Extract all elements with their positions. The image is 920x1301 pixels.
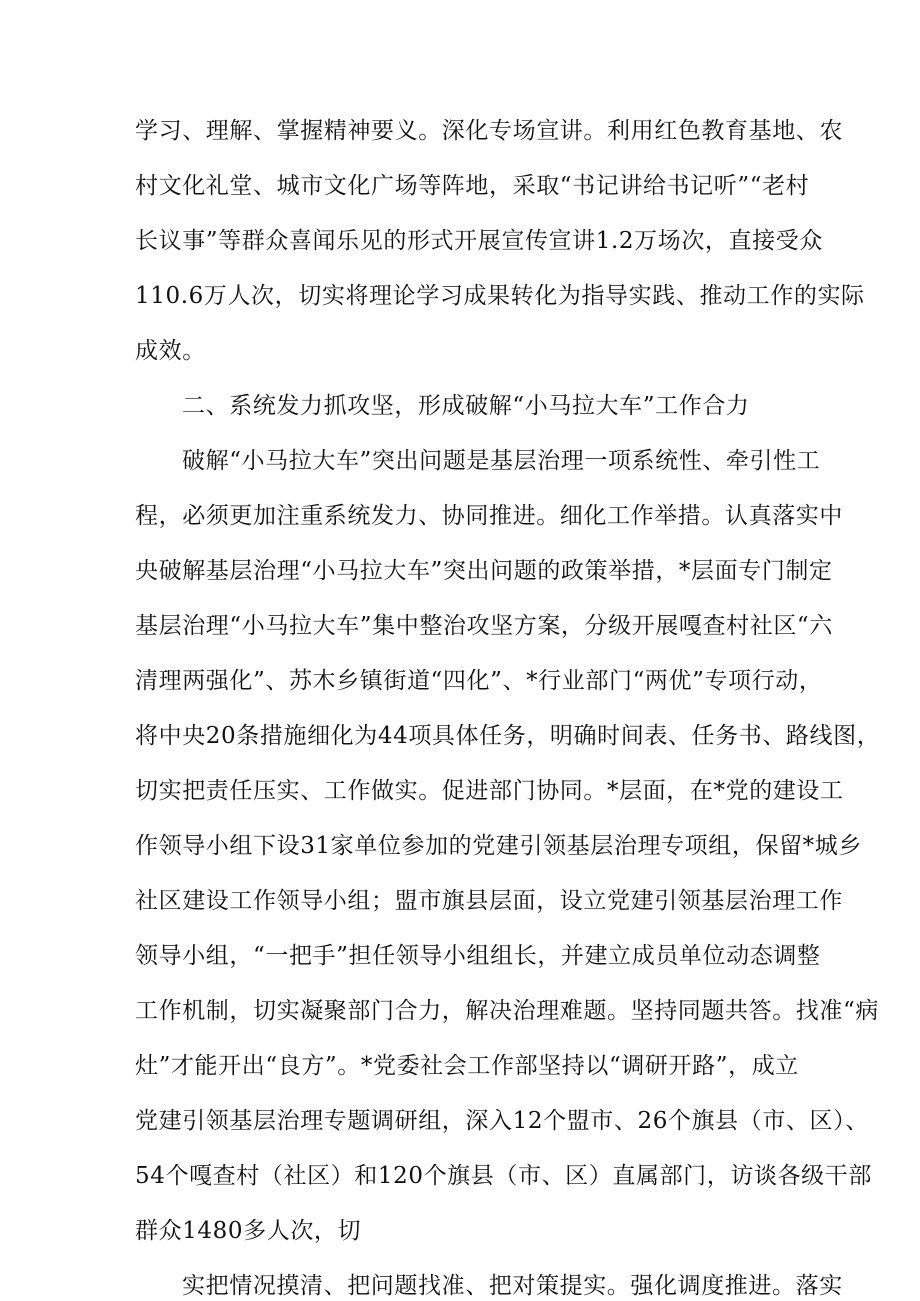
text-line: 社区建设工作领导小组；盟市旗县层面，设立党建引领基层治理工作 (135, 888, 843, 914)
text-line: 54个嘎查村（社区）和120个旗县（市、区）直属部门，访谈各级干部 (135, 1163, 872, 1189)
text-line: 群众1480多人次，切 (135, 1218, 362, 1244)
text-line: 学习、理解、掌握精神要义。深化专场宣讲。利用红色教育基地、农 (135, 118, 843, 144)
text-line: 长议事”等群众喜闻乐见的形式开展宣传宣讲1.2万场次，直接受众 (135, 228, 823, 254)
text-line: 切实把责任压实、工作做实。促进部门协同。*层面，在*党的建设工 (135, 778, 844, 804)
text-line: 领导小组，“一把手”担任领导小组组长，并建立成员单位动态调整 (135, 943, 821, 969)
text-line: 成效。 (135, 338, 206, 364)
text-line: 破解“小马拉大车”突出问题是基层治理一项系统性、牵引性工 (182, 448, 821, 474)
text-line: 程，必须更加注重系统发力、协同推进。细化工作举措。认真落实中 (135, 503, 843, 529)
text-line: 村文化礼堂、城市文化广场等阵地，采取“书记讲给书记听”“老村 (135, 173, 810, 199)
text-line: 将中央20条措施细化为44项具体任务，明确时间表、任务书、路线图， (135, 723, 881, 749)
text-line: 清理两强化”、苏木乡镇街道“四化”、*行业部门“两优”专项行动， (135, 668, 823, 694)
text-line: 基层治理“小马拉大车”集中整治攻坚方案，分级开展嘎查村社区“六 (135, 613, 833, 639)
text-line: 110.6万人次，切实将理论学习成果转化为指导实践、推动工作的实际 (135, 283, 865, 309)
text-line: 工作机制，切实凝聚部门合力，解决治理难题。坚持同题共答。找准“病 (135, 998, 879, 1024)
text-line: 作领导小组下设31家单位参加的党建引领基层治理专项组，保留*城乡 (135, 833, 862, 859)
text-line: 实把情况摸清、把问题找准、把对策提实。强化调度推进。落实 (182, 1273, 843, 1299)
text-line: 党建引领基层治理专题调研组，深入12个盟市、26个旗县（市、区）、 (135, 1108, 869, 1134)
section-heading: 二、系统发力抓攻坚，形成破解“小马拉大车”工作合力 (182, 393, 750, 419)
text-line: 灶”才能开出“良方”。*党委社会工作部坚持以“调研开路”，成立 (135, 1053, 799, 1079)
text-line: 央破解基层治理“小马拉大车”突出问题的政策举措，*层面专门制定 (135, 558, 833, 584)
